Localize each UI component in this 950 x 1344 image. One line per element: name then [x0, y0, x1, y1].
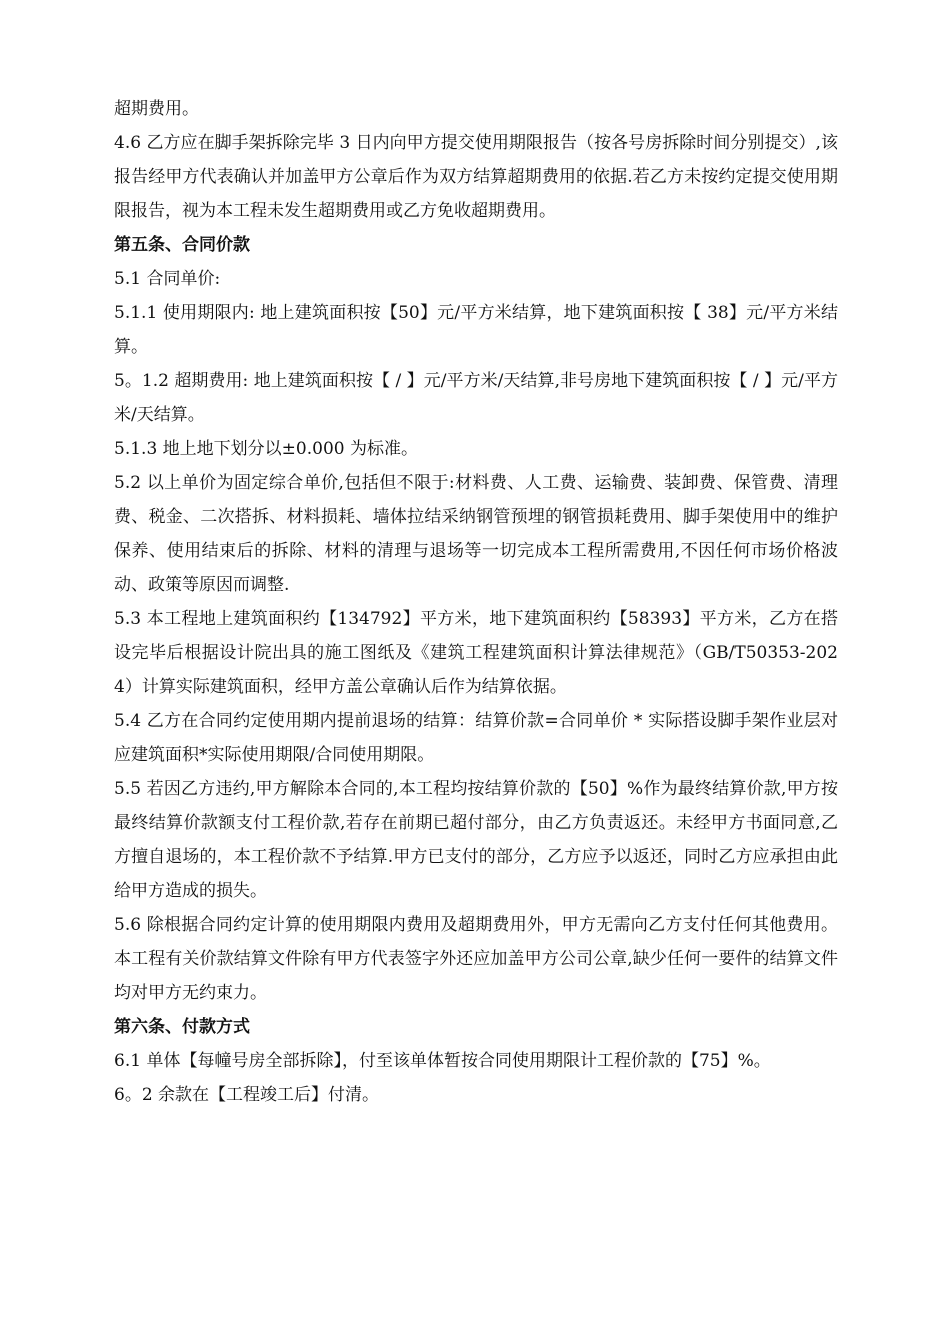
paragraph-5-5: 5.5 若因乙方违约,甲方解除本合同的,本工程均按结算价款的【50】%作为最终结算价款,甲方按最终结算价款额支付工程价款,若存在前期已超付部分，由乙方负责返还。未经甲方书面同意,乙方擅自退场的，本工程价款不予结算.甲方已支付的部分，乙方应予以返还，同时乙方应承担由此给甲方造成的损失。: [114, 779, 838, 901]
heading-article-5: 第五条、合同价款: [114, 235, 250, 255]
paragraph-5-1-1: 5.1.1 使用期限内: 地上建筑面积按【50】元/平方米结算，地下建筑面积按【 38】元/平方米结算。: [114, 303, 838, 357]
paragraph-5-6: 5.6 除根据合同约定计算的使用期限内费用及超期费用外，甲方无需向乙方支付任何其他费用。本工程有关价款结算文件除有甲方代表签字外还应加盖甲方公司公章,缺少任何一要件的结算文件均对甲方无约束力。: [114, 915, 838, 1003]
paragraph-5-2: 5.2 以上单价为固定综合单价,包括但不限于:材料费、人工费、运输费、装卸费、保管费、清理费、税金、二次搭拆、材料损耗、墙体拉结采纳钢管预埋的钢管损耗费用、脚手架使用中的维护保养、使用结束后的拆除、材料的清理与退场等一切完成本工程所需费用,不因任何市场价格波动、政策等原因而调整.: [114, 473, 838, 595]
paragraph-overdue-fee-end: 超期费用。: [114, 99, 199, 119]
paragraph-5-4: 5.4 乙方在合同约定使用期内提前退场的结算：结算价款=合同单价 * 实际搭设脚手架作业层对应建筑面积*实际使用期限/合同使用期限。: [114, 711, 838, 765]
paragraph-5-3: 5.3 本工程地上建筑面积约【134792】平方米，地下建筑面积约【58393】平方米，乙方在搭设完毕后根据设计院出具的施工图纸及《建筑工程建筑面积计算法律规范》（GB/T50353-2024）计算实际建筑面积，经甲方盖公章确认后作为结算依据。: [114, 609, 838, 697]
paragraph-5-1-3: 5.1.3 地上地下划分以±0.000 为标准。: [114, 439, 418, 459]
paragraph-4-6: 4.6 乙方应在脚手架拆除完毕 3 日内向甲方提交使用期限报告（按各号房拆除时间分别提交）,该报告经甲方代表确认并加盖甲方公章后作为双方结算超期费用的依据.若乙方未按约定提交使用期限报告，视为本工程未发生超期费用或乙方免收超期费用。: [114, 133, 838, 221]
paragraph-5-1: 5.1 合同单价:: [114, 269, 221, 289]
document-page: [114, 92, 838, 1112]
heading-article-6: 第六条、付款方式: [114, 1017, 250, 1037]
paragraph-6-2: 6。2 余款在【工程竣工后】付清。: [114, 1085, 380, 1105]
paragraph-6-1: 6.1 单体【每幢号房全部拆除】，付至该单体暂按合同使用期限计工程价款的【75】%。: [114, 1051, 771, 1071]
paragraph-5-1-2: 5。1.2 超期费用: 地上建筑面积按【 / 】元/平方米/天结算,非号房地下建筑面积按【 / 】元/平方米/天结算。: [114, 371, 838, 425]
